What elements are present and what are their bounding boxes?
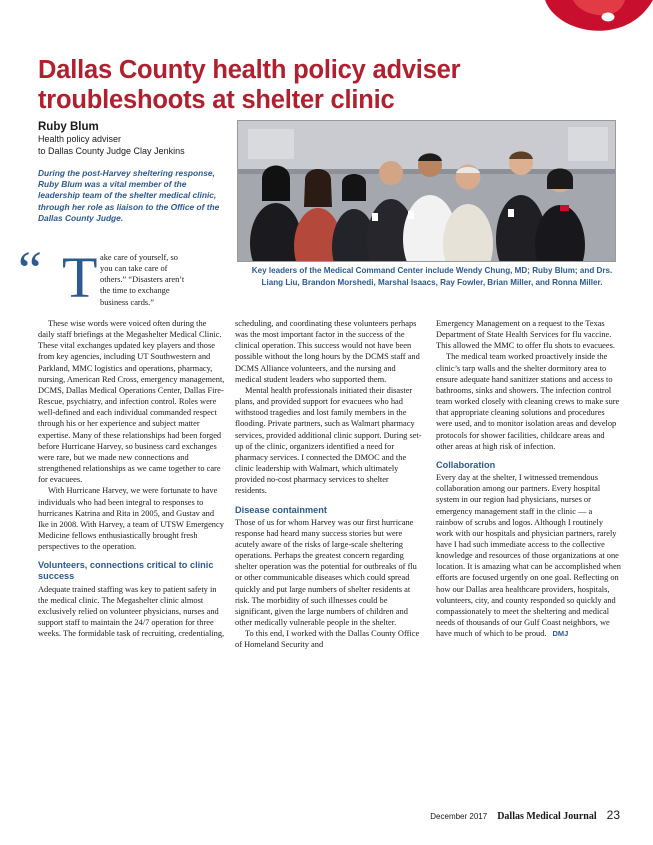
footer-date: December 2017 bbox=[430, 812, 488, 821]
lead-line: others.” “Disasters aren’t bbox=[100, 275, 185, 285]
group-photo bbox=[237, 120, 616, 262]
author-title-line1: Health policy adviser bbox=[38, 134, 122, 144]
body-paragraph: Adequate trained staffing was key to patient safety in the medical clinic. The Megashelter clinic almost exclusively relied on volunteer physicians, nurses and support staff to maintain the 24/7 operation for three weeks. The formidable task of recruiting, credentialing, bbox=[38, 584, 225, 639]
footer-journal-name: Dallas Medical Journal bbox=[497, 811, 597, 822]
photo-caption: Key leaders of the Medical Command Center include Wendy Chung, MD; Ruby Blum; and Drs. Liang Liu, Brandon Morshedi, Marshal Isaacs, Ray Fowler, Brian Miller, and Ronna Miller. bbox=[251, 266, 613, 287]
article-column-2 bbox=[235, 318, 422, 651]
body-paragraph: scheduling, and coordinating these volunteers perhaps was the most important factor in the success of the clinical operation. This success would not have been possible without the long hours by the DCMS staff and DCMS Alliance volunteers, and the nursing and medical student leaders who supported them. bbox=[235, 319, 420, 384]
hurricane-logo-icon bbox=[535, 0, 653, 36]
article-column-1 bbox=[18, 240, 225, 639]
body-paragraph: With Hurricane Harvey, we were fortunate to have individuals who had been integral to responses to hurricanes Katrina and Rita in 2005, and Gustav and Ike in 2008. With Harvey, a team of UTSW Emergency Medicine fellows enthusiastically brought fresh perspectives to the operation. bbox=[38, 486, 224, 552]
subhead-disease-containment: Disease containment bbox=[235, 504, 327, 515]
body-paragraph: To this end, I worked with the Dallas County Office of Homeland Security and bbox=[235, 629, 420, 650]
lead-line: you can take care of bbox=[100, 264, 168, 274]
body-paragraph: These wise words were voiced often during the daily staff briefings at the Megashelter Medical Clinic. These vital exchanges updated key players and those from key agencies, including UT Southwestern and Parkland, MMC logistics and operations, pharmacy, nursing, American Red Cross, emergency management, DCMS, Dallas Medical Operations Center, Dallas Fire-Rescue, psychiatry, and infection control. Roles were well-defined and each individual commanded respect through his or her experience and subject matter expertise. Many of these relationships had been forged before Hurricane Harvey, so business card exchanges were rare, but we made new connections and strengthened relationships as we came together to care for evacuees. bbox=[38, 319, 225, 485]
page-footer bbox=[420, 806, 620, 824]
author-name: Ruby Blum bbox=[38, 121, 99, 133]
group-photo-illustration bbox=[238, 121, 615, 261]
final-paragraph-text: Every day at the shelter, I witnessed tremendous collaboration among our partners. Every hospital system in our region had physicians, nurses or emergency management staff in the clinic — a rainbow of scrubs and logos. Although I routinely work with our hospitals and physician partners, rarely have I had such immediate access to the collective knowledge and resources of those organizations at one location. It is amazing what can be accomplished when efforts are focused urgently on one goal. Reflecting on how our Dallas area healthcare providers, hospitals, volunteers, city, and county responded so quickly and compassionately to meet the sheltering and medical needs of thousands of our Gulf Coast neighbors, we have much of which to be proud. bbox=[436, 473, 621, 639]
author-block bbox=[38, 120, 238, 157]
subhead-volunteers: Volunteers, connections critical to clinic success bbox=[38, 560, 214, 582]
body-paragraph-final bbox=[436, 472, 621, 639]
article-headline: Dallas County health policy adviser troubleshoots at shelter clinic bbox=[38, 56, 461, 114]
lead-line: ake care of yourself, so bbox=[100, 253, 178, 262]
author-title-line2: to Dallas County Judge Clay Jenkins bbox=[38, 145, 185, 156]
lead-line: the time to exchange bbox=[100, 286, 170, 296]
article-column-3 bbox=[436, 318, 621, 639]
dmj-signoff: DMJ bbox=[552, 629, 569, 639]
body-paragraph: Emergency Management on a request to the Texas Department of State Health Services for flu vaccine. This allowed the MMC to offer flu shots to evacuees. bbox=[436, 319, 615, 351]
opening-quote-mark: “ bbox=[18, 240, 42, 300]
body-paragraph: The medical team worked proactively inside the clinic’s tarp walls and the shelter dormitory area to ensure adequate hand sanitizer stations and access to bathrooms, sinks and showers. The infection control team worked closely with cleaning crews to make sure that appropriate cleaning solutions and procedures were used, and to monitor isolation areas and develop protocols for shower facilities, childcare areas and other areas at high risk of infection. bbox=[436, 352, 620, 451]
page-number: 23 bbox=[606, 808, 620, 822]
dropcap-letter: T bbox=[62, 245, 98, 310]
body-paragraph: Those of us for whom Harvey was our first hurricane response had heard many success stories but were acutely aware of the risks of large-scale sheltering operations. Perhaps the greatest concern regarding shelter operation was the potential for outbreaks of flu or other communicable diseases which could spread quickly and put large numbers of shelter residents at risk. The morbidity of such illnesses could be significant, given the large numbers of children and other medically vulnerable people in the shelter. bbox=[235, 517, 417, 628]
article-deck: During the post-Harvey sheltering response, Ruby Blum was a vital member of the leadership team of the shelter medical clinic, through her role as liaison to the Office of the Dallas County Judge. bbox=[38, 168, 220, 223]
body-paragraph: Mental health professionals initiated their disaster plans, and provided support for evacuees who had withstood tragedies and lost family members in the flooding. Private partners, such as Walmart pharmacy services, provided additional clinic support. During set-up of the clinic, organizers identified a need for pharmacy services. I connected the DMOC and the clinic leadership with Walmart, which ultimately provided no-cost pharmacy services to shelter residents. bbox=[235, 385, 422, 496]
opening-dropcap-block bbox=[18, 240, 225, 318]
lead-line: business cards.” bbox=[100, 297, 154, 307]
subhead-collaboration: Collaboration bbox=[436, 459, 496, 470]
